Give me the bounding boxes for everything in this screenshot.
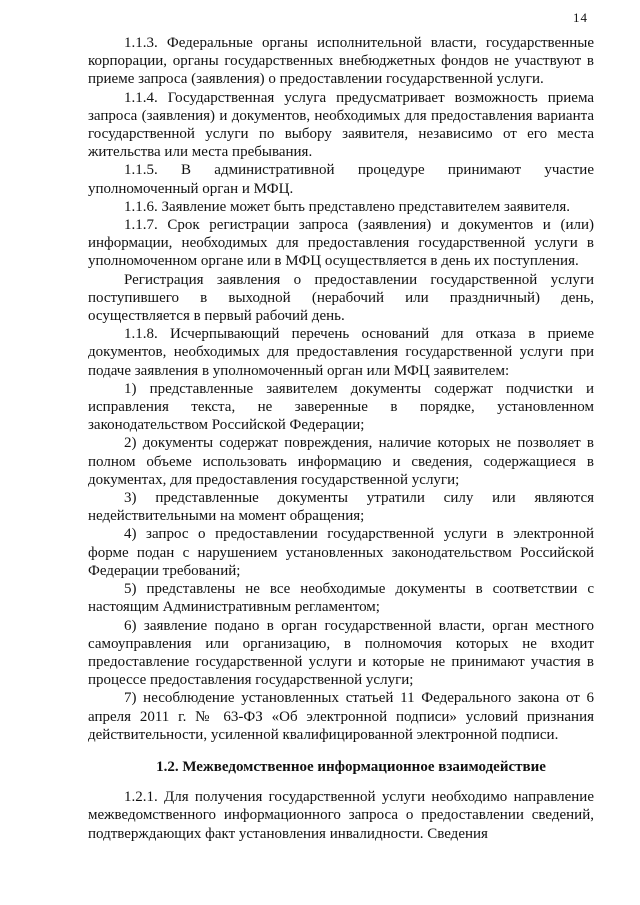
list-item: 3) представленные документы утратили силу или являются недействительными на момент обращения; <box>88 490 594 525</box>
list-item: 2) документы содержат повреждения, наличие которых не позволяет в полном объеме использовать информацию и сведения, содержащиеся в документах, для предоставления государственной услуги; <box>88 435 594 488</box>
paragraph-1-1-4: 1.1.4. Государственная услуга предусматривает возможность приема запроса (заявления) и документов, необходимых для предоставления варианта государственной услуги по выбору заявителя, независимо от его места жительства или места пребывания. <box>88 89 594 161</box>
section-heading-text: 1.2. Межведомственное информационное взаимодействие <box>156 758 546 775</box>
list-item: 1) представленные заявителем документы содержат подчистки и исправления текста, не заверенные в порядке, установленном законодательством Российской Федерации; <box>88 380 594 434</box>
paragraph-registration: Регистрация заявления о предоставлении государственной услуги поступившего в выходной (нерабочий или праздничный) день, осуществляется в первый рабочий день. <box>88 271 594 325</box>
page-number: 14 <box>573 10 588 25</box>
paragraph-1-1-7: 1.1.7. Срок регистрации запроса (заявления) и документов и (или) информации, необходимых для предоставления государственной услуги в уполномоченном органе или в МФЦ осуществляется в день их поступления. <box>88 217 594 270</box>
list-item: 7) несоблюдение установленных статьей 11 Федерального закона от 6 апреля 2011 г. № 63-ФЗ «Об электронной подписи» условий признания действительности, усиленной квалифицированной электронной подписи. <box>88 690 594 743</box>
list-item: 5) представлены не все необходимые документы в соответствии с настоящим Административным регламентом; <box>88 581 594 616</box>
document-body <box>88 34 594 843</box>
section-heading <box>88 758 594 776</box>
list-item: 4) запрос о предоставлении государственной услуги в электронной форме подан с нарушением установленных законодательством Российской Федерации требований; <box>88 526 594 579</box>
paragraph-1-1-5: 1.1.5. В административной процедуре принимают участие уполномоченный орган и МФЦ. <box>88 162 594 197</box>
list-item: 6) заявление подано в орган государственной власти, орган местного самоуправления или организацию, в полномочия которых не входит предоставление государственной услуги и которые не принимают участия в процессе предоставления государственной услуги; <box>88 617 594 689</box>
paragraph-1-1-8: 1.1.8. Исчерпывающий перечень оснований для отказа в приеме документов, необходимых для предоставления государственной услуги при подаче заявления в уполномоченный орган или МФЦ заявителем: <box>88 326 594 379</box>
paragraph-1-1-3: 1.1.3. Федеральные органы исполнительной власти, государственные корпорации, органы государственных внебюджетных фондов не участвуют в приеме запроса (заявления) о предоставлении государственной услуги. <box>88 35 594 88</box>
paragraph-1-1-6: 1.1.6. Заявление может быть представлено представителем заявителя. <box>124 198 570 215</box>
paragraph-1-2-1: 1.2.1. Для получения государственной услуги необходимо направление межведомственного информационного запроса о предоставлении сведений, подтверждающих факт установления инвалидности. Сведения <box>88 789 594 842</box>
